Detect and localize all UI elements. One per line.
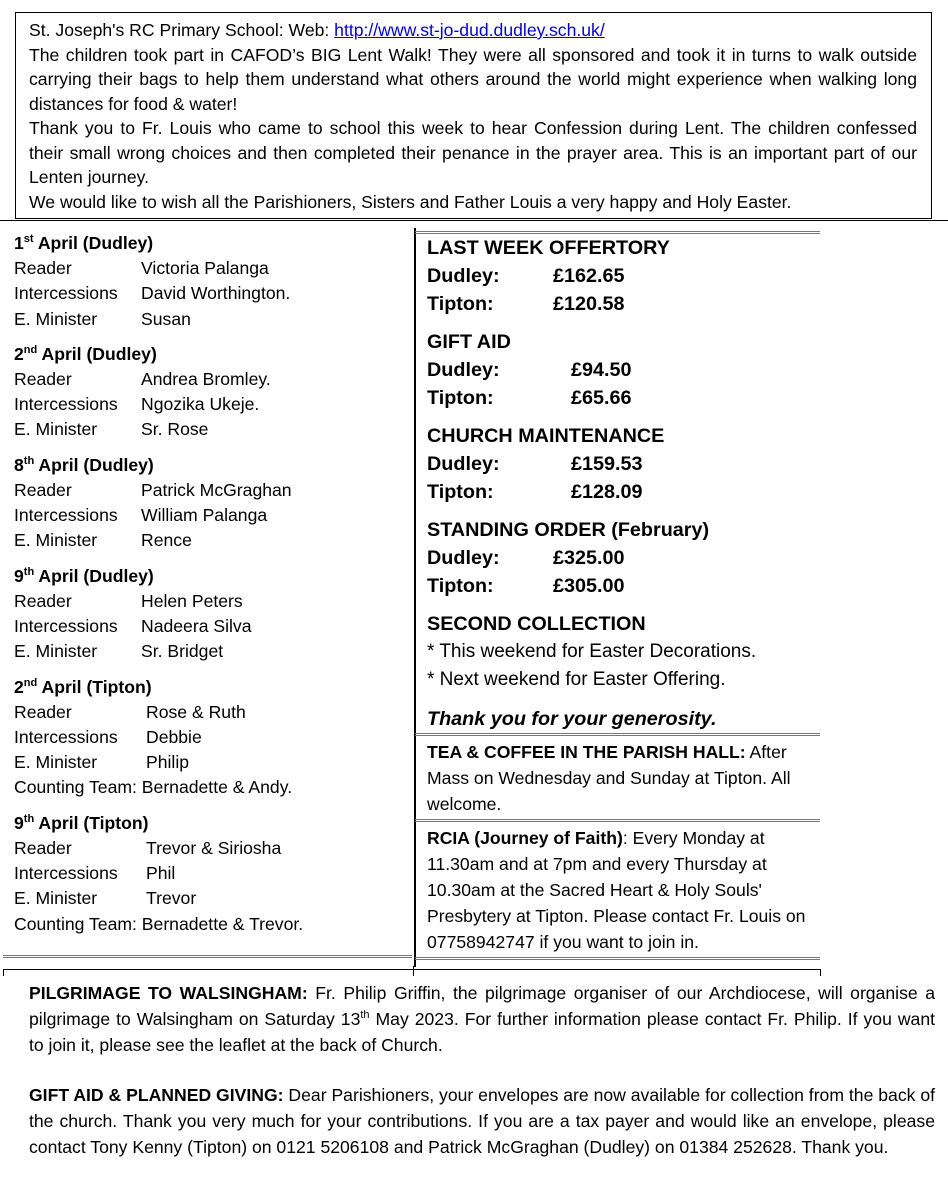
gift-aid-tipton: Tipton: £65.66 [427, 387, 632, 409]
rota-date-heading: 9th April (Tipton) [14, 812, 149, 833]
rota-row-minister: E. Minister Susan [14, 308, 191, 329]
section-divider [0, 220, 948, 221]
section-bracket-mid [413, 966, 414, 976]
rota-counting-team: Counting Team: Bernadette & Trevor. [14, 913, 304, 934]
school-paragraph-confession: Thank you to Fr. Louis who came to school this week to hear Confession during Lent. The children confessed their small wrong choices and then completed their penance in the prayer area. This is an important part of our Lenten journey. [29, 118, 917, 187]
rota-date-heading: 8th April (Dudley) [14, 454, 154, 475]
rota-block [14, 563, 412, 665]
maintenance-section [427, 422, 820, 506]
second-collection-note: * This weekend for Easter Decorations. [427, 641, 757, 662]
rota-date-heading: 9th April (Dudley) [14, 565, 154, 586]
tea-coffee-body: After Mass on Wednesday and Sunday at Tipton. All welcome. [427, 742, 791, 814]
school-website-link[interactable]: http://www.st-jo-dud.dudley.sch.uk/ [334, 20, 605, 40]
rota-row-intercessions: Intercessions David Worthington. [14, 283, 291, 304]
rota-date-heading: 1st April (Dudley) [14, 233, 154, 253]
finance-column [427, 231, 820, 960]
gift-aid-giving-notice: GIFT AID & PLANNED GIVING: Dear Parishioners, your envelopes are now available for collection from the back of the church. Thank you very much for your contributions. If you are a tax payer and would like an envelope, please contact Tony Kenny (Tipton) on 0121 5206108 and Patrick McGraghan (Dudley) on 01384 252628. Thank you. [29, 1085, 935, 1157]
gift-aid-title: GIFT AID [427, 331, 511, 353]
tea-coffee-notice [427, 736, 820, 819]
column-bottom-rule [3, 955, 412, 958]
standing-order-dudley: Dudley: £325.00 [427, 547, 625, 569]
rota-row-intercessions: Intercessions Nadeera Silva [14, 615, 252, 636]
school-name: St. Joseph's RC Primary School: Web: [29, 20, 335, 40]
rota-row-minister: E. Minister Rence [14, 530, 192, 551]
maintenance-tipton: Tipton: £128.09 [427, 481, 643, 503]
pilgrimage-heading: PILGRIMAGE TO WALSINGHAM: [29, 983, 308, 1003]
school-paragraph-lent-walk: The children took part in CAFOD’s BIG Lent Walk! They were all sponsored and took it in turns to walk outside carrying their bags to help them understand what others around the world might experience when walking long distances for food & water! [29, 44, 917, 114]
rcia-notice [427, 822, 820, 957]
bottom-notices [29, 980, 935, 1184]
gift-aid-giving-heading: GIFT AID & PLANNED GIVING: [29, 1085, 284, 1105]
standing-order-section [427, 516, 820, 600]
maintenance-dudley: Dudley: £159.53 [427, 453, 643, 475]
rota-counting-team: Counting Team: Bernadette & Andy. [14, 777, 293, 798]
rota-row-reader: Reader Rose & Ruth [14, 701, 246, 722]
rota-row-minister: E. Minister Sr. Rose [14, 419, 209, 440]
standing-order-title: STANDING ORDER (February) [427, 519, 710, 541]
rota-date-heading: 2nd April (Tipton) [14, 676, 152, 697]
offertory-tipton: Tipton: £120.58 [427, 293, 625, 315]
rota-date-heading: 2nd April (Dudley) [14, 343, 157, 364]
rota-block [14, 341, 412, 443]
maintenance-title: CHURCH MAINTENANCE [427, 425, 665, 447]
rota-block [14, 674, 412, 801]
rota-row-reader: Reader Patrick McGraghan [14, 479, 292, 500]
tea-coffee-heading: TEA & COFFEE IN THE PARISH HALL: [427, 742, 746, 762]
offertory-section [427, 234, 820, 318]
standing-order-tipton: Tipton: £305.00 [427, 575, 625, 597]
rota-row-intercessions: Intercessions Phil [14, 863, 176, 884]
second-collection-section [427, 610, 820, 694]
gift-aid-dudley: Dudley: £94.50 [427, 359, 632, 381]
school-notice-box [15, 12, 932, 219]
pilgrimage-notice: PILGRIMAGE TO WALSINGHAM: Fr. Philip Griffin, the pilgrimage organiser of our Archdiocese, will organise a pilgrimage to Walsingham on Saturday 13th May 2023. For further information please contact Fr. Philip. If you want to join it, please see the leaflet at the back of Church. [29, 983, 935, 1055]
rota-row-reader: Reader Trevor & Siriosha [14, 837, 282, 858]
rota-block [14, 452, 412, 554]
rota-row-minister: E. Minister Sr. Bridget [14, 641, 224, 662]
thanks-message: Thank you for your generosity. [427, 708, 717, 730]
rota-row-intercessions: Intercessions Debbie [14, 726, 202, 747]
gift-aid-section [427, 328, 820, 412]
rota-row-reader: Reader Helen Peters [14, 590, 243, 611]
section-bracket [3, 969, 821, 976]
rota-block [14, 810, 412, 937]
second-collection-title: SECOND COLLECTION [427, 613, 646, 635]
offertory-title: LAST WEEK OFFERTORY [427, 237, 670, 259]
rcia-body: : Every Monday at 11.30am and at 7pm and every Thursday at 10.30am at the Sacred Heart & Holy Souls' Presbytery at Tipton. Please contact Fr. Louis on 07758942747 if you want to join in. [427, 828, 806, 952]
rota-row-reader: Reader Andrea Bromley. [14, 368, 271, 389]
rota-block [14, 230, 412, 332]
ministry-rota [14, 230, 412, 946]
school-paragraph-easter-wishes: We would like to wish all the Parishioners, Sisters and Father Louis a very happy and Holy Easter. [29, 191, 792, 212]
column-divider [414, 228, 416, 967]
rota-row-minister: E. Minister Philip [14, 752, 190, 773]
finance-bottom-rule [415, 957, 820, 960]
offertory-dudley: Dudley: £162.65 [427, 265, 625, 287]
rcia-heading: RCIA (Journey of Faith) [427, 828, 623, 848]
rota-row-intercessions: Intercessions Ngozika Ukeje. [14, 394, 260, 415]
rota-row-reader: Reader Victoria Palanga [14, 258, 269, 278]
rota-row-intercessions: Intercessions William Palanga [14, 505, 268, 526]
rota-row-minister: E. Minister Trevor [14, 888, 197, 909]
school-header-line [29, 18, 917, 43]
second-collection-note: * Next weekend for Easter Offering. [427, 669, 726, 690]
